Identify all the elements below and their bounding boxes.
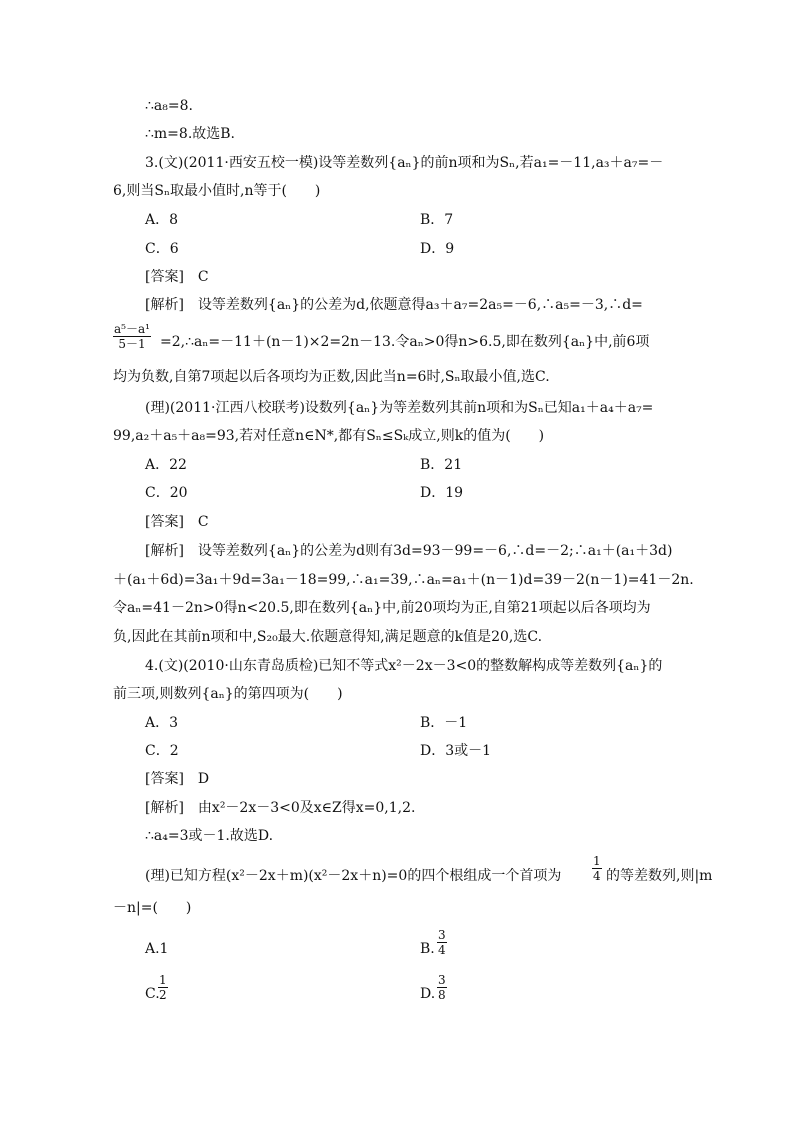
fraction-first-term (592, 854, 602, 883)
option-b: B. (420, 941, 435, 957)
fraction-numerator: a⁵－a¹ (114, 322, 150, 336)
question-4-wen-stem-cont: 前三项,则数列{aₙ}的第四项为( ) (113, 686, 343, 702)
option-b: B．21 (420, 457, 463, 473)
answer-label: [答案] C (145, 514, 209, 530)
question-4-li-stem: 的等差数列,则|m (606, 868, 713, 884)
fraction-denominator: 8 (438, 988, 446, 1002)
fraction-numerator: 1 (593, 854, 601, 868)
option-a: A．8 (145, 212, 179, 228)
fraction-option-b (437, 928, 447, 957)
fraction-denominator: 2 (159, 988, 167, 1002)
option-b: B．7 (420, 212, 454, 228)
fraction-denominator: 5－1 (118, 337, 146, 351)
answer-label: [答案] D (145, 771, 210, 787)
fraction-denominator: 4 (438, 943, 446, 957)
fraction-numerator: 3 (438, 973, 446, 987)
option-c: C．20 (145, 485, 188, 501)
analysis-text: ＋(a₁＋6d)=3a₁＋9d=3a₁－18=99,∴a₁=39,∴aₙ=a₁＋(n－1)d=39－2(n－1)=41－2n. (113, 572, 694, 588)
analysis-text: [解析] 由x²－2x－3<0及x∈Z得x=0,1,2. (145, 800, 416, 816)
option-a: A．3 (145, 715, 179, 731)
analysis-text: 均为负数,自第7项起以后各项均为正数,因此当n=6时,Sₙ取最小值,选C. (113, 369, 550, 385)
fraction-denominator: 4 (593, 869, 601, 883)
option-a: A.1 (145, 941, 169, 957)
option-c: C．6 (145, 241, 179, 257)
analysis-text: =2,∴aₙ=－11＋(n－1)×2=2n－13.令aₙ>0得n>6.5,即在数列{aₙ}中,前6项 (160, 334, 650, 350)
option-d: D．19 (420, 485, 464, 501)
option-c: C. (145, 986, 160, 1002)
question-3-wen-stem: 3.(文)(2011·西安五校一模)设等差数列{aₙ}的前n项和为Sₙ,若a₁=－11,a₃＋a₇=－ (145, 155, 664, 171)
question-3-wen-stem-cont: 6,则当Sₙ取最小值时,n等于( ) (113, 183, 321, 199)
question-3-li-stem-cont: 99,a₂＋a₅＋a₈=93,若对任意n∈N*,都有Sₙ≤Sₖ成立,则k的值为( ) (113, 428, 545, 444)
analysis-text: [解析] 设等差数列{aₙ}的公差为d则有3d=93－99=－6,∴d=－2;∴a₁＋(a₁＋3d) (145, 543, 673, 559)
question-3-li-stem: (理)(2011·江西八校联考)设数列{aₙ}为等差数列其前n项和为Sₙ已知a₁＋a₄＋a₇= (145, 400, 654, 416)
solution-line: ∴a₈=8. (145, 98, 193, 114)
option-b: B．－1 (420, 715, 468, 731)
question-4-li-stem: (理)已知方程(x²－2x＋m)(x²－2x＋n)=0的四个根组成一个首项为 (145, 868, 562, 884)
fraction-d (113, 322, 151, 351)
analysis-text: ∴a₄=3或－1.故选D. (145, 828, 274, 844)
question-4-wen-stem: 4.(文)(2010·山东青岛质检)已知不等式x²－2x－3<0的整数解构成等差数列{aₙ}的 (145, 658, 663, 674)
option-c: C．2 (145, 743, 179, 759)
option-d: D．3或－1 (420, 743, 492, 759)
question-4-li-stem-cont: －n|=( ) (113, 900, 192, 916)
analysis-text: 令aₙ=41－2n>0得n<20.5,即在数列{aₙ}中,前20项均为正,自第21项起以后各项均为 (113, 600, 651, 616)
solution-line: ∴m=8.故选B. (145, 126, 236, 142)
fraction-numerator: 3 (438, 928, 446, 942)
option-a: A．22 (145, 457, 187, 473)
fraction-option-d (437, 973, 447, 1002)
analysis-text: [解析] 设等差数列{aₙ}的公差为d,依题意得a₃＋a₇=2a₅=－6,∴a₅=－3,∴d= (145, 297, 643, 313)
answer-label: [答案] C (145, 269, 209, 285)
option-d: D．9 (420, 241, 455, 257)
analysis-text: 负,因此在其前n项和中,S₂₀最大.依题意得知,满足题意的k值是20,选C. (113, 629, 543, 645)
fraction-numerator: 1 (159, 973, 167, 987)
option-d: D. (420, 986, 436, 1002)
fraction-option-c (158, 973, 168, 1002)
